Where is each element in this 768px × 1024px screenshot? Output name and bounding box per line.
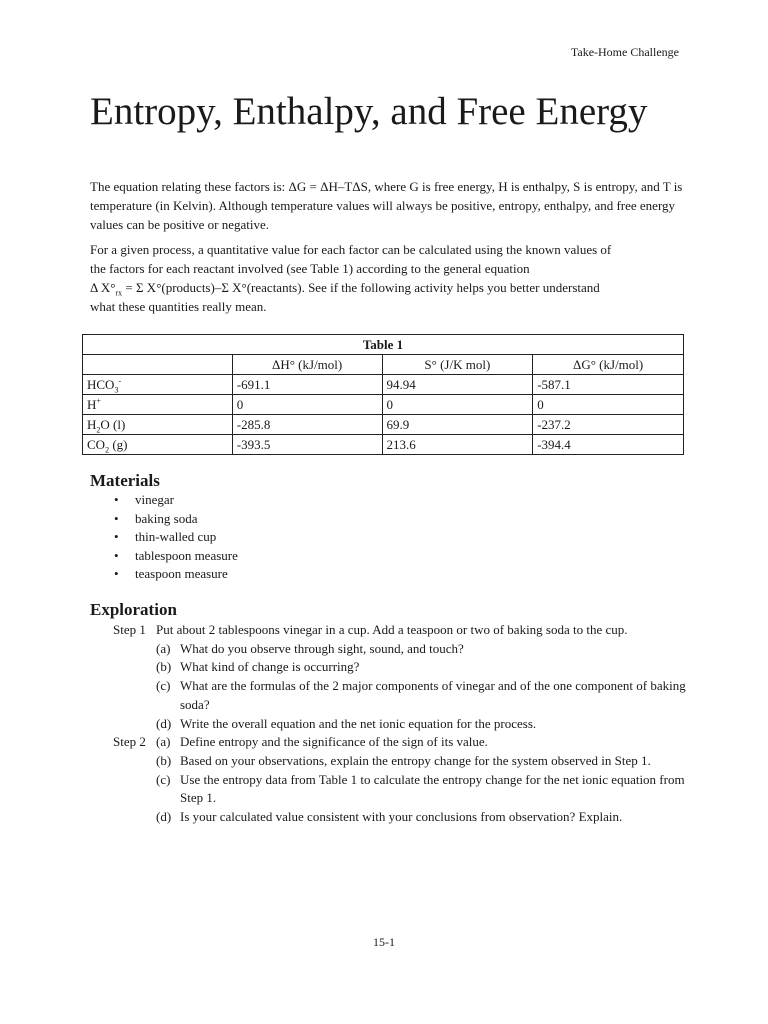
table-header-free-energy: ΔG° (kJ/mol) <box>533 355 684 375</box>
intro-paragraph-1: The equation relating these factors is: ΔG = ΔH–TΔS, where G is free energy, H is enthalpy, S is entropy, and T is temperature (in Kelvin). Although temperature values will always be positive, entropy, enthalpy, and free energy values can be positive or negative. <box>90 179 683 232</box>
table-header-species <box>83 355 233 375</box>
table-1 <box>82 334 684 455</box>
bullet-icon: • <box>114 529 119 544</box>
intro-p2-line-3 <box>90 278 690 297</box>
list-item: (c) Use the entropy data from Table 1 to calculate the entropy change for the net ionic equation from Step 1. <box>156 771 685 806</box>
entropy-cell: 94.94 <box>382 375 533 395</box>
table-header-entropy: S° (J/K mol) <box>382 355 533 375</box>
bullet-icon: • <box>114 566 119 581</box>
delta-x-symbol: Δ X° <box>90 280 116 295</box>
free-energy-cell: -587.1 <box>533 375 684 395</box>
table-row <box>83 395 684 415</box>
rx-subscript: rx <box>115 288 123 298</box>
free-energy-cell: 0 <box>533 395 684 415</box>
enthalpy-cell: 0 <box>232 395 382 415</box>
free-energy-cell: -394.4 <box>533 435 684 455</box>
species-cell: $CO_2$ (g) <box>83 435 233 455</box>
step-label: Step 1 <box>113 622 146 637</box>
exploration-steps <box>90 621 690 827</box>
running-header: Take-Home Challenge <box>570 45 679 59</box>
table-row <box>83 415 684 435</box>
species-cell: $HCO_3^-$ <box>83 375 233 395</box>
free-energy-cell: -237.2 <box>533 415 684 435</box>
step-label: Step 2 <box>113 734 146 750</box>
enthalpy-cell: -393.5 <box>232 435 382 455</box>
entropy-cell: 213.6 <box>382 435 533 455</box>
bullet-icon: • <box>114 547 119 563</box>
list-item: • vinegar <box>90 491 238 510</box>
exploration-heading: Exploration <box>90 600 177 619</box>
step-2 <box>90 733 690 827</box>
table-header-row <box>83 355 684 375</box>
enthalpy-cell: -285.8 <box>232 415 382 435</box>
list-item: • teaspoon measure <box>90 565 238 584</box>
entropy-cell: 0 <box>382 395 533 415</box>
page-number: 15-1 <box>373 935 395 949</box>
enthalpy-cell: -691.1 <box>232 375 382 395</box>
species-cell: $H_2O$ (l) <box>83 415 233 435</box>
step-1 <box>90 621 690 733</box>
intro-p2-line-1: For a given process, a quantitative value for each factor can be calculated using the known values of <box>90 242 612 257</box>
table-row <box>83 435 684 455</box>
list-item: • tablespoon measure <box>90 547 238 566</box>
list-item: • thin-walled cup <box>90 528 238 547</box>
list-item: (d) Write the overall equation and the net ionic equation for the process. <box>156 715 537 731</box>
list-item: (a) What do you observe through sight, sound, and touch? <box>156 640 464 656</box>
page-title: Entropy, Enthalpy, and Free Energy <box>90 90 648 133</box>
general-equation-text: = Σ X°(products)–Σ X°(reactants). See if the following activity helps you better understand <box>122 280 600 295</box>
bullet-icon: • <box>114 510 119 526</box>
bullet-icon: • <box>114 492 119 507</box>
list-item: (b) What kind of change is occurring? <box>156 659 360 675</box>
list-item: (b) Based on your observations, explain the entropy change for the system observed in Step 1. <box>156 752 651 768</box>
materials-list <box>90 491 238 584</box>
list-item: (d) Is your calculated value consistent with your conclusions from observation? Explain. <box>156 809 623 825</box>
entropy-cell: 69.9 <box>382 415 533 435</box>
table-row <box>83 375 684 395</box>
list-item: (a) Define entropy and the significance of the sign of its value. <box>156 734 488 750</box>
intro-p2-line-4: what these quantities really mean. <box>90 299 267 314</box>
table-header-enthalpy: ΔH° (kJ/mol) <box>232 355 382 375</box>
intro-paragraph-2 <box>90 240 690 316</box>
table-caption: Table 1 <box>83 335 684 355</box>
materials-heading: Materials <box>90 471 160 490</box>
step-1-text: Put about 2 tablespoons vinegar in a cup. Add a teaspoon or two of baking soda to the cup. <box>156 622 628 637</box>
species-cell: H+ <box>83 395 233 415</box>
intro-p2-line-2: the factors for each reactant involved (see Table 1) according to the general equation <box>90 261 530 276</box>
list-item: • baking soda <box>90 510 238 529</box>
list-item: (c) What are the formulas of the 2 major components of vinegar and of the one component of baking soda? <box>156 678 686 712</box>
